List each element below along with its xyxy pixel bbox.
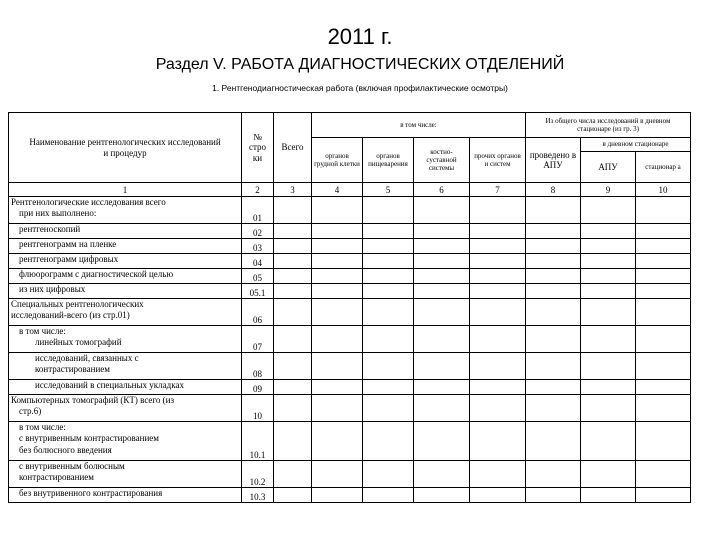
- table-row: [9, 254, 691, 269]
- data-cell[interactable]: [526, 197, 581, 224]
- data-cell[interactable]: [363, 269, 414, 284]
- header-other: прочих органов и систем: [470, 138, 526, 183]
- row-name: [9, 239, 242, 254]
- row-name: [9, 326, 242, 353]
- row-code: 10.3: [242, 488, 274, 503]
- data-cell[interactable]: [636, 197, 691, 224]
- row-name-line: без болюсного введения: [19, 444, 112, 455]
- row-name-line: исследований-всего (из стр.01): [11, 310, 130, 321]
- row-code: 10.2: [242, 461, 274, 488]
- table-subtitle: 1. Рентгенодиагностическая работа (включая профилактические осмотры): [212, 83, 508, 93]
- row-name-line: из них цифровых: [19, 284, 86, 294]
- data-cell[interactable]: [414, 380, 470, 395]
- data-cell[interactable]: [526, 269, 581, 284]
- data-cell[interactable]: [414, 284, 470, 299]
- data-cell[interactable]: [312, 326, 363, 353]
- data-cell[interactable]: [636, 395, 691, 422]
- data-cell[interactable]: [581, 224, 636, 239]
- column-number: 6: [414, 183, 470, 197]
- data-cell[interactable]: [470, 488, 526, 503]
- row-name: [9, 488, 242, 503]
- data-cell[interactable]: [363, 422, 414, 461]
- data-cell[interactable]: [526, 284, 581, 299]
- data-cell[interactable]: [414, 461, 470, 488]
- data-cell[interactable]: [274, 254, 312, 269]
- data-cell[interactable]: [274, 353, 312, 380]
- row-code: 10: [242, 395, 274, 422]
- data-cell[interactable]: [312, 461, 363, 488]
- column-number: 7: [470, 183, 526, 197]
- row-name: [9, 269, 242, 284]
- row-code: 03: [242, 239, 274, 254]
- row-code: 10.1: [242, 422, 274, 461]
- column-number: 2: [242, 183, 274, 197]
- row-name: [9, 422, 242, 461]
- data-cell[interactable]: [274, 461, 312, 488]
- data-cell[interactable]: [312, 269, 363, 284]
- data-cell[interactable]: [274, 488, 312, 503]
- data-cell[interactable]: [414, 395, 470, 422]
- row-name-line: рентгеноскопий: [19, 224, 81, 234]
- data-cell[interactable]: [363, 224, 414, 239]
- data-cell[interactable]: [636, 239, 691, 254]
- data-cell[interactable]: [526, 239, 581, 254]
- data-cell[interactable]: [414, 269, 470, 284]
- row-code: 07: [242, 326, 274, 353]
- row-code: 09: [242, 380, 274, 395]
- data-cell[interactable]: [363, 299, 414, 326]
- data-cell[interactable]: [636, 353, 691, 380]
- row-name: [9, 380, 242, 395]
- row-name: [9, 197, 242, 224]
- row-name-line: с внутривенным болюсным: [19, 461, 125, 471]
- table-row: [9, 299, 691, 326]
- data-cell[interactable]: [470, 284, 526, 299]
- data-cell[interactable]: [363, 197, 414, 224]
- data-cell[interactable]: [636, 284, 691, 299]
- data-cell[interactable]: [312, 353, 363, 380]
- row-code: 02: [242, 224, 274, 239]
- row-name-line: Компьютерных томографий (КТ) всего (из: [11, 395, 175, 405]
- data-cell[interactable]: [414, 299, 470, 326]
- data-cell[interactable]: [636, 488, 691, 503]
- table-row: [9, 353, 691, 380]
- column-number: 1: [9, 183, 242, 197]
- data-cell[interactable]: [636, 269, 691, 284]
- header-day-hospital-group: Из общего числа исследований в дневном стационаре (из гр. 3): [526, 113, 691, 138]
- row-name-line: исследований в специальных укладках: [35, 380, 184, 390]
- data-cell[interactable]: [363, 326, 414, 353]
- data-cell[interactable]: [581, 488, 636, 503]
- row-name-line: контрастированием: [19, 472, 94, 483]
- data-cell[interactable]: [274, 422, 312, 461]
- column-number-row: [9, 183, 691, 197]
- data-cell[interactable]: [414, 488, 470, 503]
- data-cell[interactable]: [363, 380, 414, 395]
- table-row: [9, 395, 691, 422]
- data-cell[interactable]: [526, 461, 581, 488]
- data-cell[interactable]: [274, 299, 312, 326]
- data-cell[interactable]: [526, 380, 581, 395]
- row-name-line: исследований, связанных с: [35, 353, 139, 363]
- data-cell[interactable]: [312, 284, 363, 299]
- data-cell[interactable]: [363, 461, 414, 488]
- row-name: [9, 224, 242, 239]
- row-name-line: рентгенограмм цифровых: [19, 254, 119, 264]
- data-cell[interactable]: [312, 239, 363, 254]
- data-cell[interactable]: [363, 395, 414, 422]
- row-code: 01: [242, 197, 274, 224]
- table-row: [9, 197, 691, 224]
- xray-work-table: [8, 112, 691, 503]
- data-cell[interactable]: [274, 284, 312, 299]
- table-row: [9, 326, 691, 353]
- row-name-line: в том числе:: [19, 422, 66, 432]
- data-cell[interactable]: [470, 197, 526, 224]
- data-cell[interactable]: [581, 422, 636, 461]
- data-cell[interactable]: [526, 224, 581, 239]
- data-cell[interactable]: [312, 380, 363, 395]
- row-name-line: контрастированием: [35, 364, 110, 375]
- data-cell[interactable]: [526, 353, 581, 380]
- row-name-line: Специальных рентгенологических: [11, 299, 144, 309]
- data-cell[interactable]: [363, 254, 414, 269]
- table-row: [9, 422, 691, 461]
- data-cell[interactable]: [581, 239, 636, 254]
- column-number: 10: [636, 183, 691, 197]
- data-cell[interactable]: [274, 239, 312, 254]
- header-in-day-hospital: в дневном стационаре: [581, 138, 691, 152]
- header-apu: АПУ: [581, 152, 636, 183]
- row-name-line: стр.6): [19, 406, 42, 417]
- data-cell[interactable]: [636, 254, 691, 269]
- data-cell[interactable]: [312, 254, 363, 269]
- data-cell[interactable]: [274, 224, 312, 239]
- row-code: 04: [242, 254, 274, 269]
- data-cell[interactable]: [581, 380, 636, 395]
- data-cell[interactable]: [363, 239, 414, 254]
- data-cell[interactable]: [274, 380, 312, 395]
- data-cell[interactable]: [470, 326, 526, 353]
- row-name: [9, 353, 242, 380]
- data-cell[interactable]: [526, 422, 581, 461]
- row-name-line: флюорограмм с диагностической целью: [19, 269, 174, 279]
- data-cell[interactable]: [470, 461, 526, 488]
- data-cell[interactable]: [470, 395, 526, 422]
- header-including: в том числе:: [312, 113, 526, 138]
- table-row: [9, 224, 691, 239]
- data-cell[interactable]: [312, 488, 363, 503]
- data-cell[interactable]: [274, 326, 312, 353]
- row-name-line: при них выполнено:: [19, 208, 97, 219]
- data-cell[interactable]: [470, 239, 526, 254]
- row-name-line: рентгенограмм на пленке: [19, 239, 117, 249]
- data-cell[interactable]: [470, 269, 526, 284]
- data-cell[interactable]: [363, 353, 414, 380]
- data-cell[interactable]: [414, 326, 470, 353]
- data-cell[interactable]: [470, 254, 526, 269]
- data-cell[interactable]: [470, 422, 526, 461]
- data-cell[interactable]: [526, 326, 581, 353]
- data-cell[interactable]: [526, 488, 581, 503]
- data-cell[interactable]: [581, 395, 636, 422]
- column-number: 5: [363, 183, 414, 197]
- row-name-line: без внутривенного контрастирования: [19, 488, 163, 498]
- data-cell[interactable]: [581, 254, 636, 269]
- row-name-line: Рентгенологические исследования всего: [11, 197, 166, 207]
- data-cell[interactable]: [312, 299, 363, 326]
- row-name: [9, 395, 242, 422]
- data-cell[interactable]: [636, 380, 691, 395]
- data-cell[interactable]: [414, 254, 470, 269]
- row-name-line: с внутривенным контрастированием: [19, 433, 159, 444]
- section-title: Раздел V. РАБОТА ДИАГНОСТИЧЕСКИХ ОТДЕЛЕНИЙ: [155, 56, 565, 73]
- header-name: Наименование рентгенологических исследований и процедур: [9, 113, 242, 183]
- data-cell[interactable]: [581, 269, 636, 284]
- report-year: 2011 г.: [327, 24, 393, 49]
- table-row: [9, 380, 691, 395]
- data-cell[interactable]: [526, 299, 581, 326]
- row-code: 08: [242, 353, 274, 380]
- header-total: Всего: [274, 113, 312, 183]
- header-chest: органов грудной клетки: [312, 138, 363, 183]
- data-cell[interactable]: [414, 239, 470, 254]
- data-cell[interactable]: [581, 326, 636, 353]
- data-cell[interactable]: [526, 254, 581, 269]
- data-cell[interactable]: [581, 284, 636, 299]
- header-digestive: органов пищеварения: [363, 138, 414, 183]
- table-row: [9, 269, 691, 284]
- data-cell[interactable]: [414, 197, 470, 224]
- row-name-line: в том числе:: [19, 326, 66, 336]
- column-number: 9: [581, 183, 636, 197]
- column-number: 4: [312, 183, 363, 197]
- data-cell[interactable]: [581, 353, 636, 380]
- column-number: 3: [274, 183, 312, 197]
- data-cell[interactable]: [312, 395, 363, 422]
- data-cell[interactable]: [636, 461, 691, 488]
- table-row: [9, 488, 691, 503]
- header-row-no: № стро ки: [242, 113, 274, 183]
- data-cell[interactable]: [312, 197, 363, 224]
- data-cell[interactable]: [470, 224, 526, 239]
- data-cell[interactable]: [363, 284, 414, 299]
- row-code: 06: [242, 299, 274, 326]
- data-cell[interactable]: [581, 461, 636, 488]
- data-cell[interactable]: [274, 395, 312, 422]
- data-cell[interactable]: [363, 488, 414, 503]
- column-number: 8: [526, 183, 581, 197]
- header-in-apu: проведено в АПУ: [526, 138, 581, 183]
- data-cell[interactable]: [470, 353, 526, 380]
- data-cell[interactable]: [636, 224, 691, 239]
- data-cell[interactable]: [274, 197, 312, 224]
- data-cell[interactable]: [581, 197, 636, 224]
- row-name: [9, 284, 242, 299]
- row-name-line: линейных томографий: [35, 337, 122, 348]
- header-bone: костно-суставной системы: [414, 138, 470, 183]
- data-cell[interactable]: [414, 224, 470, 239]
- data-cell[interactable]: [312, 422, 363, 461]
- data-cell[interactable]: [414, 353, 470, 380]
- data-cell[interactable]: [414, 422, 470, 461]
- row-name: [9, 254, 242, 269]
- row-code: 05.1: [242, 284, 274, 299]
- row-code: 05: [242, 269, 274, 284]
- table-row: [9, 284, 691, 299]
- data-cell[interactable]: [312, 224, 363, 239]
- data-cell[interactable]: [636, 422, 691, 461]
- data-cell[interactable]: [636, 326, 691, 353]
- data-cell[interactable]: [636, 299, 691, 326]
- data-cell[interactable]: [470, 299, 526, 326]
- row-name: [9, 461, 242, 488]
- data-cell[interactable]: [274, 269, 312, 284]
- table-row: [9, 239, 691, 254]
- row-name: [9, 299, 242, 326]
- table-row: [9, 461, 691, 488]
- data-cell[interactable]: [526, 395, 581, 422]
- header-hospital: стационар а: [636, 152, 691, 183]
- data-cell[interactable]: [581, 299, 636, 326]
- data-cell[interactable]: [470, 380, 526, 395]
